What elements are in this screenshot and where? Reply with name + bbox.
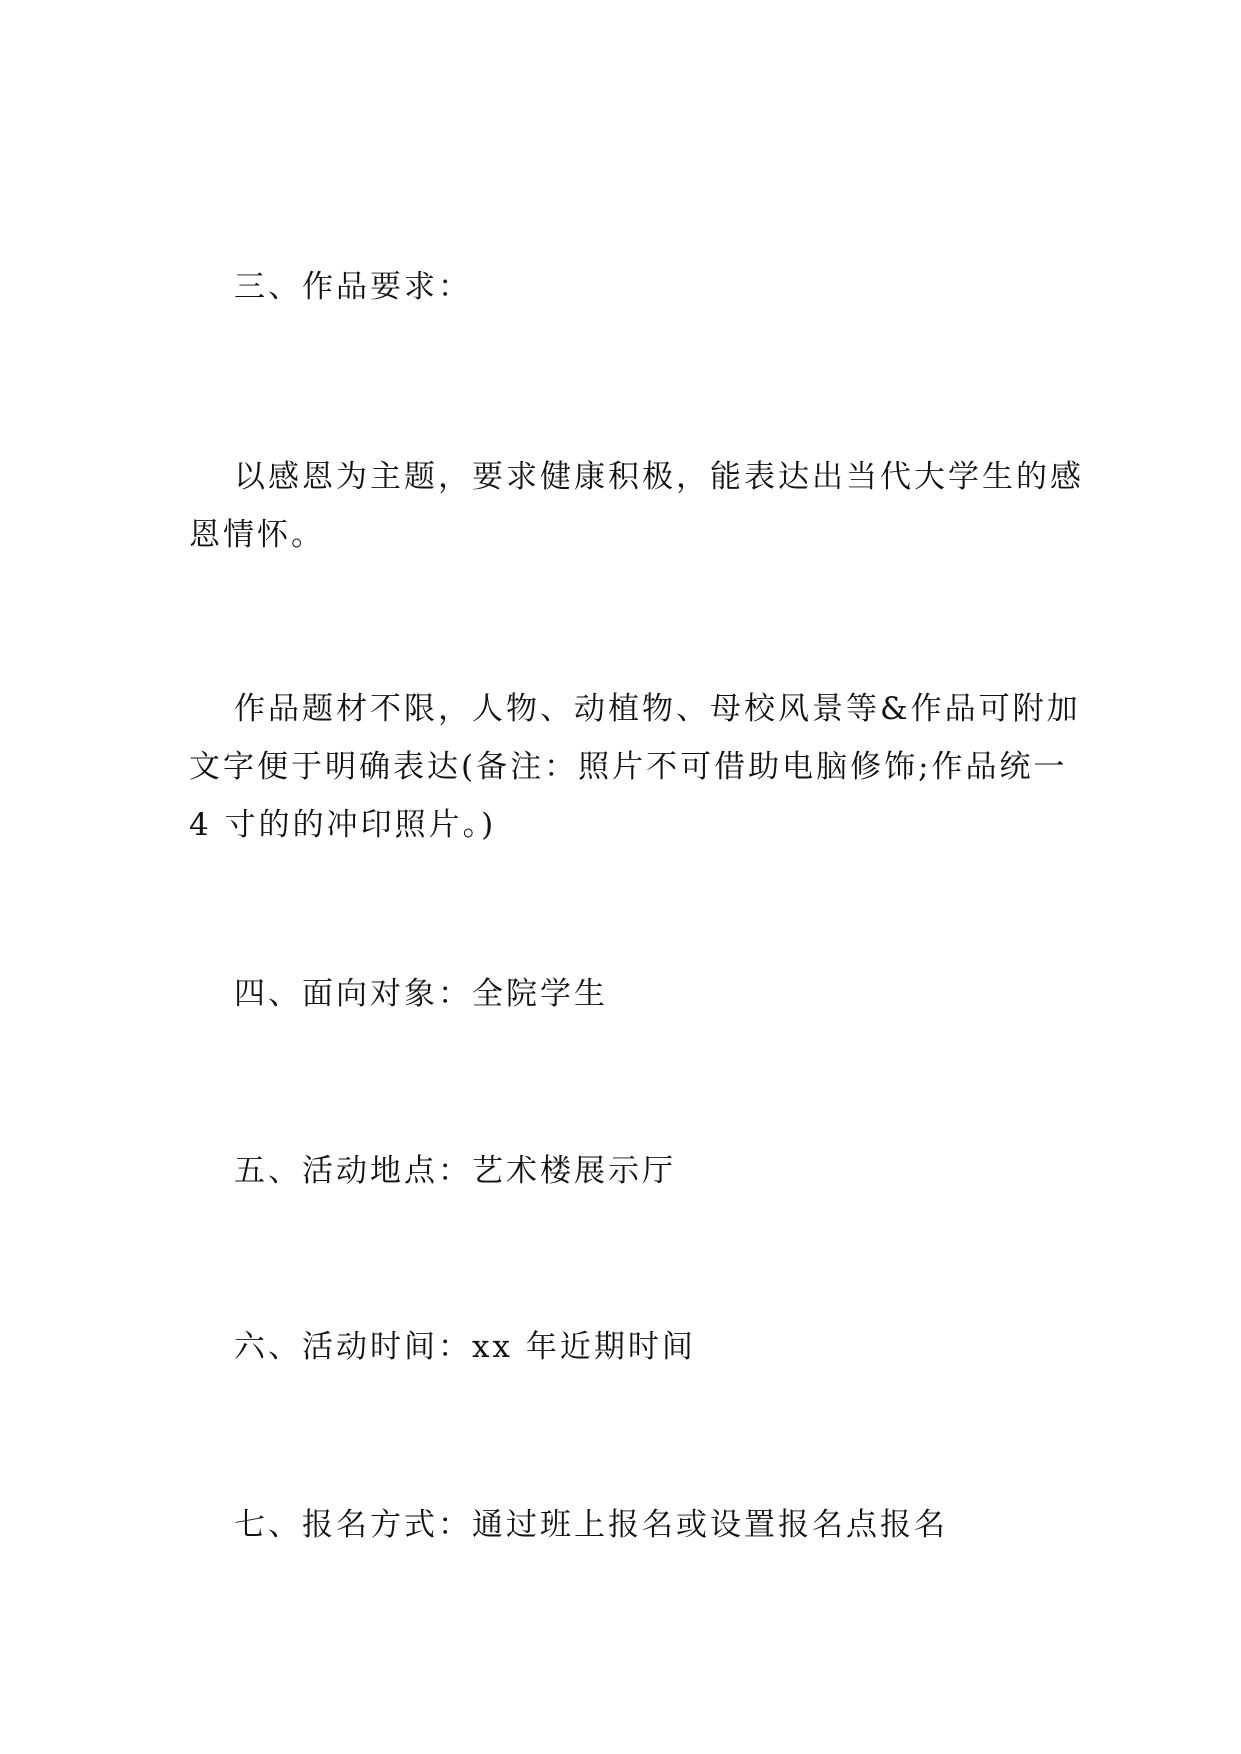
section-4-audience xyxy=(189,965,1059,1023)
section-6-time xyxy=(189,1318,1059,1376)
section-6-text: 六、活动时间：xx 年近期时间 xyxy=(234,1329,696,1365)
theme-paragraph-line-1: 以感恩为主题，要求健康积极，能表达出当代大学生的感 xyxy=(234,459,1084,495)
section-3-heading xyxy=(189,258,1059,316)
subject-paragraph xyxy=(189,680,1081,854)
subject-paragraph-line-1: 作品题材不限，人物、动植物、母校风景等&作品可附加 xyxy=(234,691,1081,727)
theme-paragraph xyxy=(189,448,1084,564)
section-7-text: 七、报名方式：通过班上报名或设置报名点报名 xyxy=(234,1507,948,1543)
subject-paragraph-line-2: 文字便于明确表达(备注：照片不可借助电脑修饰;作品统一 xyxy=(189,749,1068,785)
section-7-registration xyxy=(189,1496,1059,1554)
section-5-location xyxy=(189,1142,1059,1200)
subject-paragraph-line-3: 4 寸的的冲印照片。) xyxy=(189,807,497,843)
section-4-text: 四、面向对象：全院学生 xyxy=(234,976,608,1012)
section-3-heading-text: 三、作品要求： xyxy=(234,269,472,305)
section-5-text: 五、活动地点：艺术楼展示厅 xyxy=(234,1153,676,1189)
theme-paragraph-line-2: 恩情怀。 xyxy=(189,517,325,553)
